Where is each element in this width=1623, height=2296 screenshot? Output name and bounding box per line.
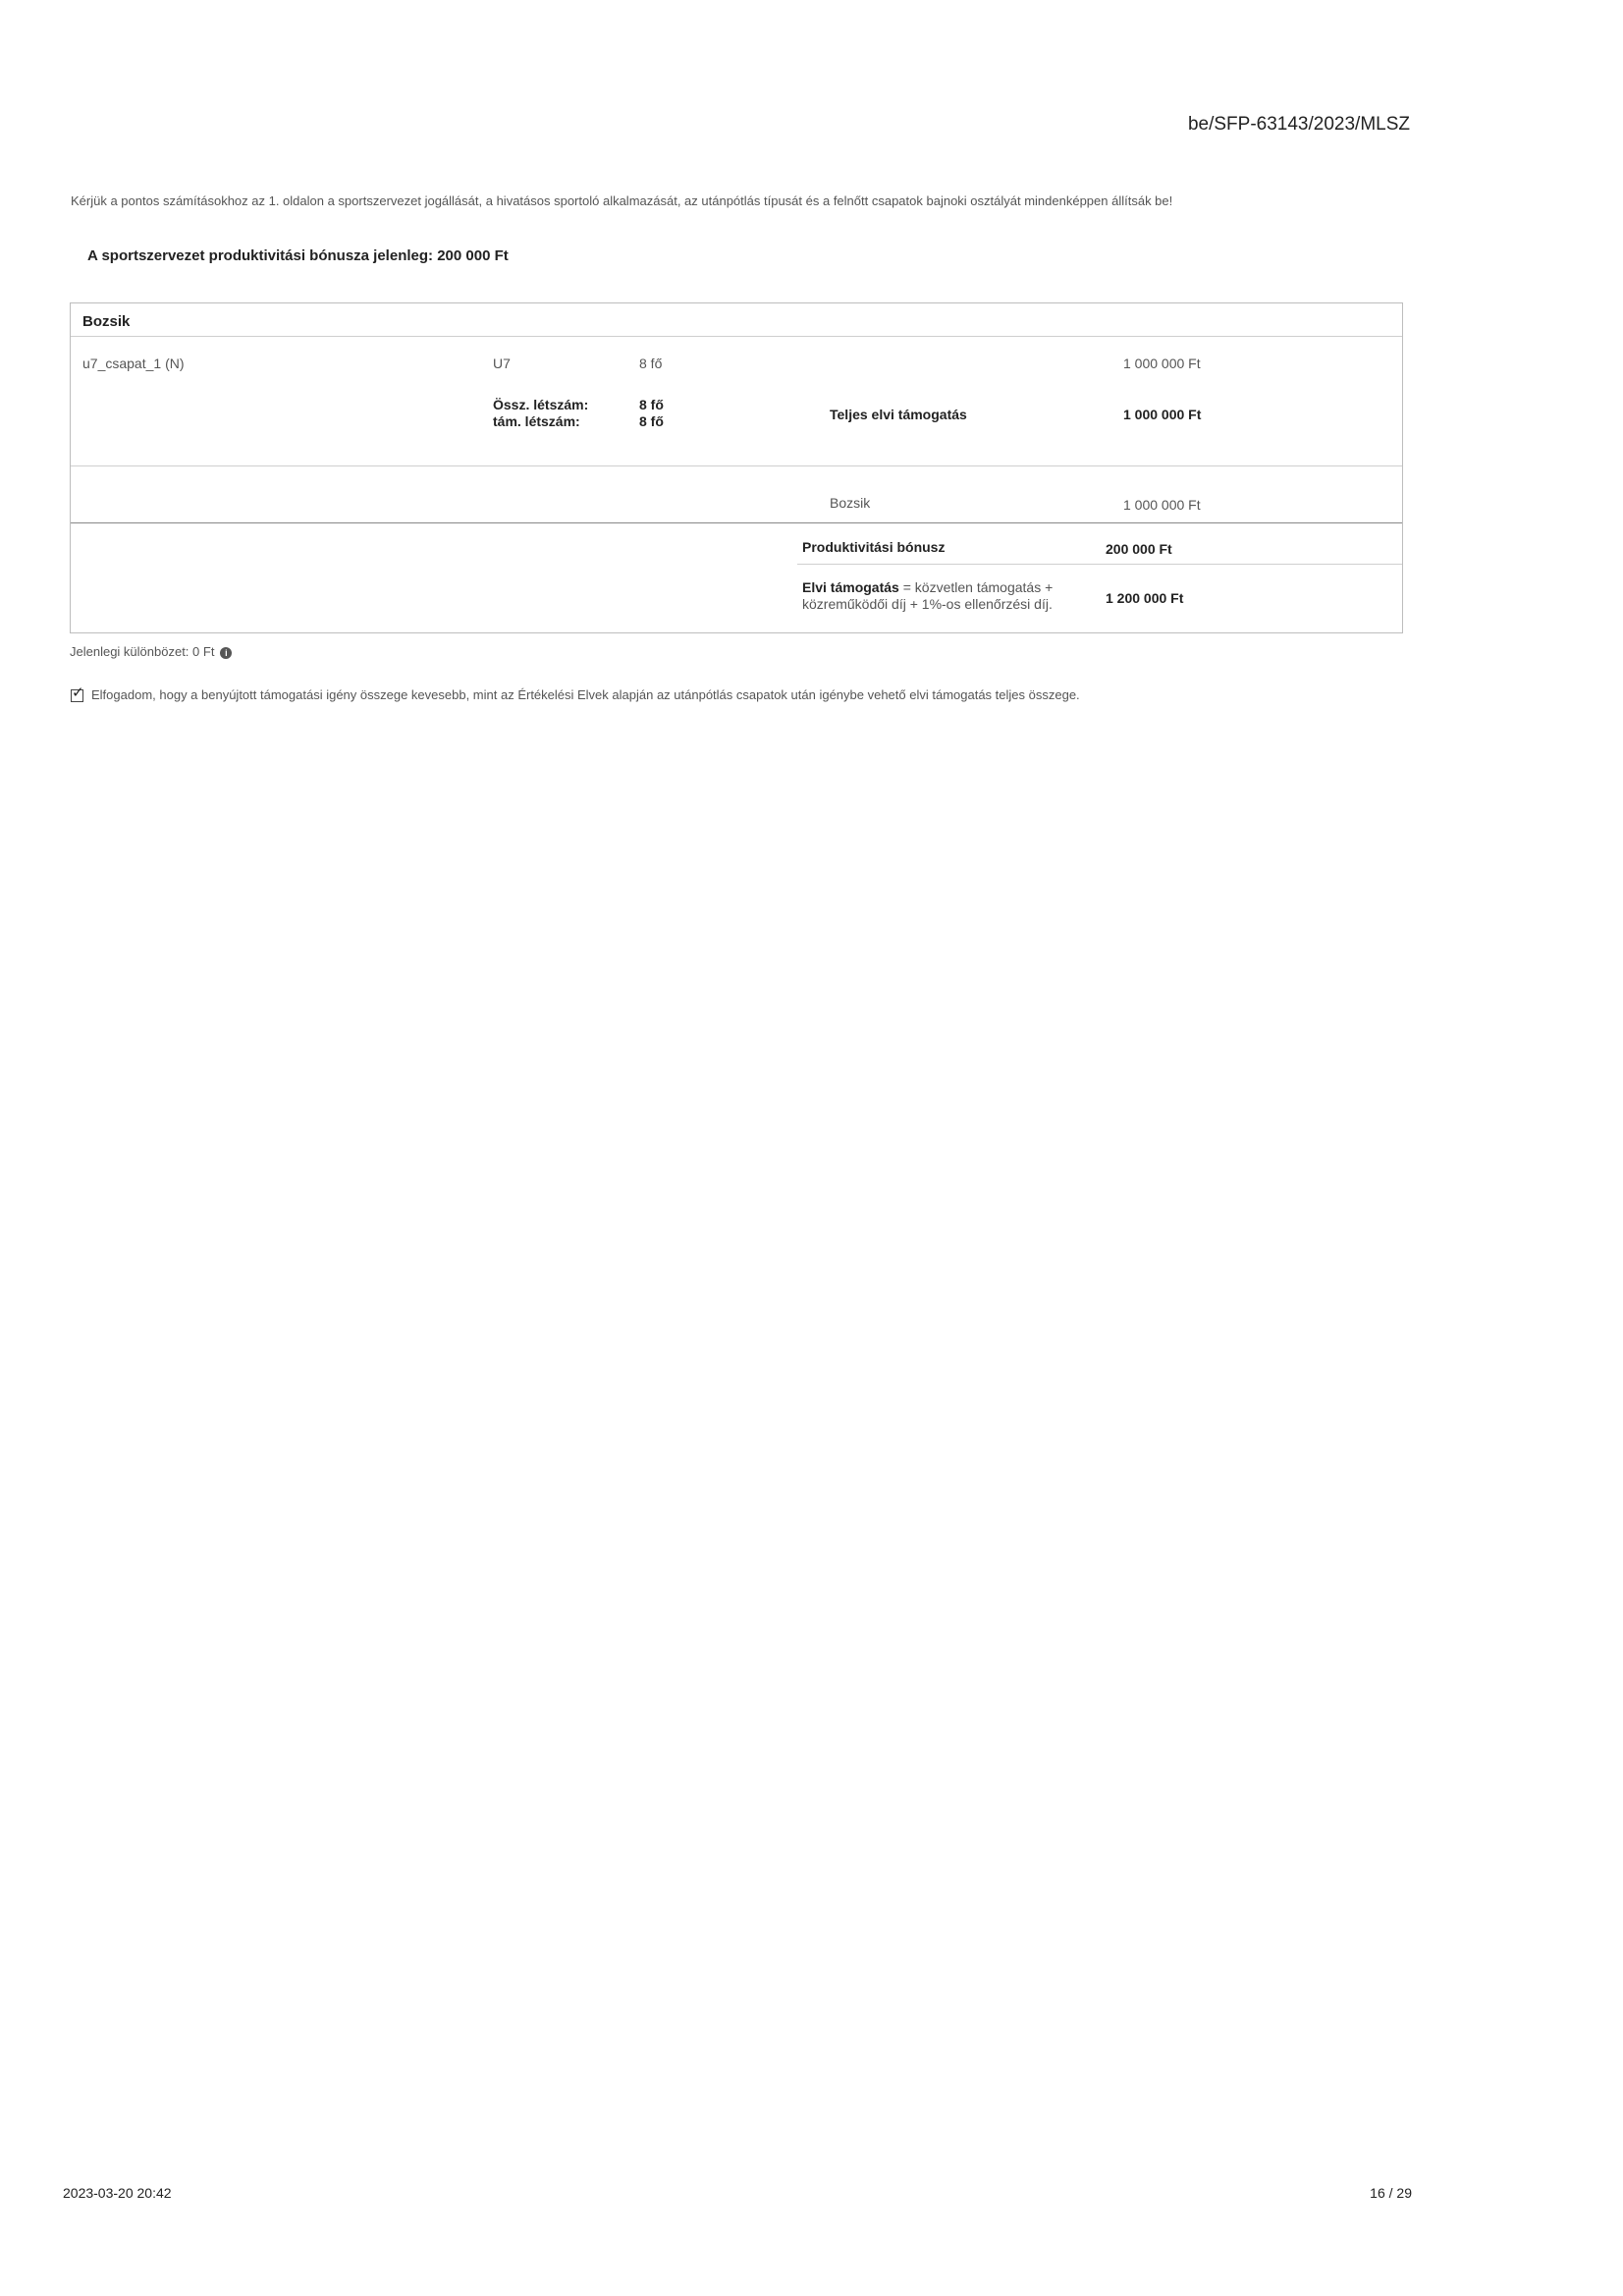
full-support-value: 1 000 000 Ft bbox=[1123, 407, 1202, 422]
elvi-label bbox=[802, 579, 1053, 595]
summary-label: Bozsik bbox=[830, 495, 871, 511]
checkmark-icon: ✓ bbox=[72, 684, 84, 702]
program-title: Bozsik bbox=[82, 313, 131, 330]
difference-line bbox=[70, 644, 232, 659]
total-count-value: 8 fő bbox=[639, 397, 664, 412]
document-id: be/SFP-63143/2023/MLSZ bbox=[1187, 114, 1410, 135]
info-icon[interactable]: i bbox=[220, 647, 232, 659]
summary-divider bbox=[71, 522, 1402, 523]
team-category: U7 bbox=[493, 355, 511, 371]
productivity-label: Produktivitási bónusz bbox=[802, 539, 946, 555]
supported-count-label: tám. létszám: bbox=[493, 413, 580, 429]
accept-text: Elfogadom, hogy a benyújtott támogatási igény összege kevesebb, mint az Értékelési Elvek alapján az utánpótlás csapatok után igénybe vehető elvi támogatás teljes összege. bbox=[91, 687, 1080, 702]
footer-timestamp: 2023-03-20 20:42 bbox=[63, 2185, 172, 2201]
elvi-label-bold: Elvi támogatás bbox=[802, 579, 899, 595]
title-divider bbox=[71, 336, 1402, 337]
team-amount: 1 000 000 Ft bbox=[1123, 355, 1201, 371]
elvi-label-line-2: közreműködői díj + 1%-os ellenőrzési díj. bbox=[802, 596, 1053, 612]
support-table bbox=[70, 302, 1403, 633]
elvi-value: 1 200 000 Ft bbox=[1106, 590, 1184, 606]
productivity-value: 200 000 Ft bbox=[1106, 541, 1172, 557]
difference-text: Jelenlegi különbözet: 0 Ft bbox=[70, 644, 215, 659]
instruction-text: Kérjük a pontos számításokhoz az 1. oldalon a sportszervezet jogállását, a hivatásos sportoló alkalmazását, az utánpótlás típusát és a felnőtt csapatok bajnoki osztályát mindenképpen állítsák be! bbox=[71, 193, 1173, 208]
accept-row bbox=[71, 684, 1080, 702]
productivity-divider bbox=[797, 564, 1402, 565]
accept-checkbox[interactable] bbox=[71, 684, 84, 702]
team-count: 8 fő bbox=[639, 355, 663, 371]
summary-value: 1 000 000 Ft bbox=[1123, 497, 1201, 513]
footer-page-number: 16 / 29 bbox=[1370, 2185, 1412, 2201]
team-name: u7_csapat_1 (N) bbox=[82, 355, 185, 371]
totals-divider bbox=[71, 465, 1402, 466]
productivity-bonus-summary: A sportszervezet produktivitási bónusza jelenleg: 200 000 Ft bbox=[87, 247, 509, 264]
full-support-label: Teljes elvi támogatás bbox=[830, 407, 967, 422]
total-count-label: Össz. létszám: bbox=[493, 397, 589, 412]
supported-count-value: 8 fő bbox=[639, 413, 664, 429]
elvi-label-rest-1: = közvetlen támogatás + bbox=[898, 579, 1054, 595]
